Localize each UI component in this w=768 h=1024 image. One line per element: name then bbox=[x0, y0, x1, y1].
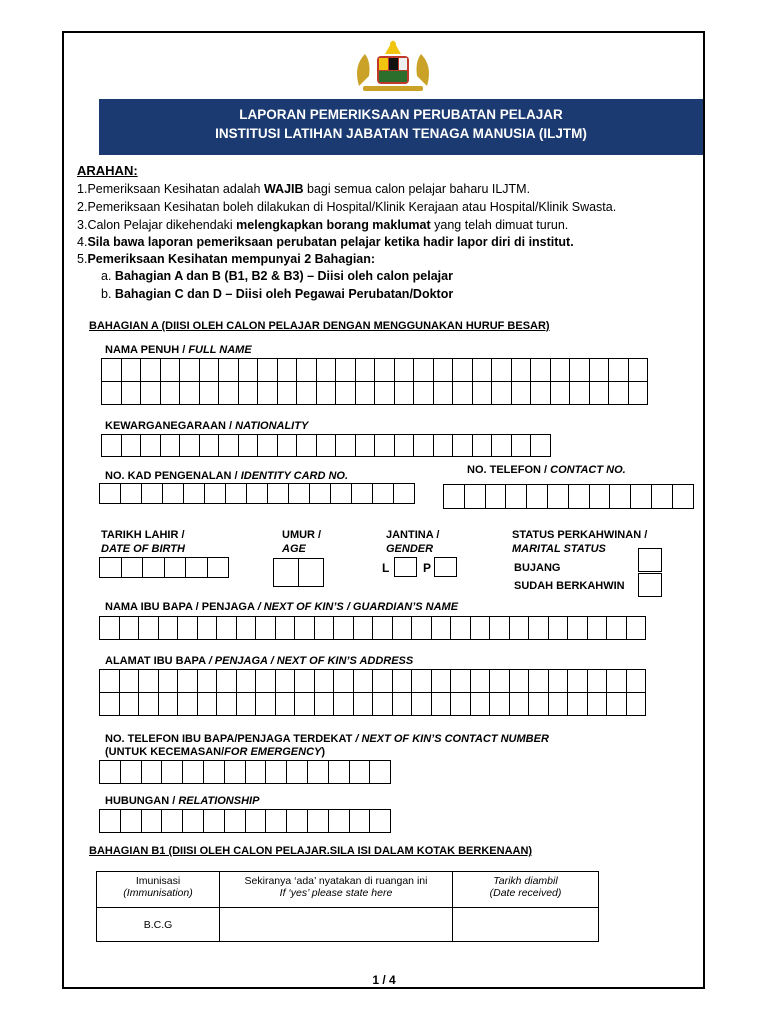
character-box[interactable] bbox=[315, 693, 335, 716]
dob-boxes[interactable] bbox=[99, 557, 229, 578]
age-boxes[interactable] bbox=[273, 558, 324, 587]
gender-label: JANTINA / bbox=[386, 529, 440, 541]
instruction-5a: a. Bahagian A dan B (B1, B2 & B3) – Diisi oleh calon pelajar bbox=[101, 269, 453, 283]
character-box[interactable] bbox=[121, 761, 142, 784]
married-checkbox[interactable] bbox=[638, 573, 662, 597]
nationality-boxes[interactable] bbox=[101, 434, 551, 457]
character-box[interactable] bbox=[393, 617, 413, 640]
character-box[interactable] bbox=[471, 670, 491, 693]
character-box[interactable] bbox=[336, 382, 356, 405]
character-box[interactable] bbox=[331, 484, 352, 504]
guardian-address-label: ALAMAT IBU BAPA / PENJAGA / NEXT OF KIN’S ADDRESS bbox=[105, 655, 414, 667]
character-box[interactable] bbox=[278, 435, 298, 457]
character-box[interactable] bbox=[180, 435, 200, 457]
character-box[interactable] bbox=[414, 435, 434, 457]
character-box[interactable] bbox=[453, 435, 473, 457]
immunisation-header: Imunisasi (Immunisation) bbox=[97, 872, 220, 908]
section-b1-title: BAHAGIAN B1 (DIISI OLEH CALON PELAJAR.SILA ISI DALAM KOTAK BERKENAAN) bbox=[89, 845, 533, 857]
character-box[interactable] bbox=[549, 617, 569, 640]
character-box[interactable] bbox=[165, 558, 187, 578]
character-box[interactable] bbox=[393, 693, 413, 716]
character-box[interactable] bbox=[394, 484, 415, 504]
character-box[interactable] bbox=[607, 670, 627, 693]
character-box[interactable] bbox=[490, 670, 510, 693]
character-box[interactable] bbox=[549, 670, 569, 693]
guardian-phone-label: NO. TELEFON IBU BAPA/PENJAGA TERDEKAT / NEXT OF KIN’S CONTACT NUMBER bbox=[105, 733, 549, 745]
character-box[interactable] bbox=[204, 761, 225, 784]
character-box[interactable] bbox=[607, 693, 627, 716]
character-box[interactable] bbox=[246, 761, 267, 784]
character-box[interactable] bbox=[354, 617, 374, 640]
character-box[interactable] bbox=[142, 484, 163, 504]
character-box[interactable] bbox=[570, 382, 590, 405]
character-box[interactable] bbox=[317, 382, 337, 405]
character-box[interactable] bbox=[356, 382, 376, 405]
character-box[interactable] bbox=[350, 761, 371, 784]
character-box[interactable] bbox=[239, 359, 259, 382]
bcg-details-cell[interactable] bbox=[220, 908, 453, 942]
character-box[interactable] bbox=[102, 382, 122, 405]
phone-label: NO. TELEFON / CONTACT NO. bbox=[467, 464, 626, 476]
character-box[interactable] bbox=[159, 693, 179, 716]
character-box[interactable] bbox=[141, 382, 161, 405]
character-box[interactable] bbox=[590, 359, 610, 382]
character-box[interactable] bbox=[139, 617, 159, 640]
character-box[interactable] bbox=[178, 617, 198, 640]
character-box[interactable] bbox=[588, 670, 608, 693]
character-box[interactable] bbox=[453, 382, 473, 405]
character-box[interactable] bbox=[100, 761, 121, 784]
age-label: UMUR / bbox=[282, 529, 322, 541]
character-box[interactable] bbox=[548, 485, 569, 509]
character-box[interactable] bbox=[373, 693, 393, 716]
character-box[interactable] bbox=[354, 693, 374, 716]
character-box[interactable] bbox=[100, 484, 121, 504]
character-box[interactable] bbox=[356, 435, 376, 457]
character-box[interactable] bbox=[102, 359, 122, 382]
character-box[interactable] bbox=[237, 693, 257, 716]
character-box[interactable] bbox=[139, 670, 159, 693]
details-header: Sekiranya ‘ada’ nyatakan di ruangan ini If ‘yes’ please state here bbox=[220, 872, 453, 908]
character-box[interactable] bbox=[393, 670, 413, 693]
character-box[interactable] bbox=[161, 435, 181, 457]
character-box[interactable] bbox=[473, 435, 493, 457]
character-box[interactable] bbox=[549, 693, 569, 716]
character-box[interactable] bbox=[122, 382, 142, 405]
character-box[interactable] bbox=[629, 382, 649, 405]
character-box[interactable] bbox=[183, 810, 204, 833]
character-box[interactable] bbox=[159, 617, 179, 640]
character-box[interactable] bbox=[217, 670, 237, 693]
character-box[interactable] bbox=[239, 435, 259, 457]
character-box[interactable] bbox=[100, 670, 120, 693]
character-box[interactable] bbox=[219, 359, 239, 382]
character-box[interactable] bbox=[183, 761, 204, 784]
character-box[interactable] bbox=[373, 484, 394, 504]
character-box[interactable] bbox=[412, 693, 432, 716]
character-box[interactable] bbox=[629, 359, 649, 382]
ic-number-boxes[interactable] bbox=[99, 483, 415, 504]
guardian-address-boxes[interactable] bbox=[99, 669, 646, 716]
character-box[interactable] bbox=[256, 617, 276, 640]
character-box[interactable] bbox=[652, 485, 673, 509]
character-box[interactable] bbox=[256, 693, 276, 716]
character-box[interactable] bbox=[551, 359, 571, 382]
character-box[interactable] bbox=[334, 617, 354, 640]
character-box[interactable] bbox=[492, 435, 512, 457]
character-box[interactable] bbox=[370, 761, 391, 784]
character-box[interactable] bbox=[163, 484, 184, 504]
character-box[interactable] bbox=[200, 435, 220, 457]
character-box[interactable] bbox=[434, 382, 454, 405]
gender-female-checkbox[interactable] bbox=[434, 557, 457, 577]
character-box[interactable] bbox=[225, 810, 246, 833]
character-box[interactable] bbox=[258, 359, 278, 382]
character-box[interactable] bbox=[329, 761, 350, 784]
character-box[interactable] bbox=[102, 435, 122, 457]
character-box[interactable] bbox=[568, 693, 588, 716]
guardian-phone-boxes[interactable] bbox=[99, 760, 391, 784]
character-box[interactable] bbox=[266, 810, 287, 833]
guardian-name-label: NAMA IBU BAPA / PENJAGA / NEXT OF KIN’S / GUARDIAN’S NAME bbox=[105, 601, 459, 613]
character-box[interactable] bbox=[510, 617, 530, 640]
character-box[interactable] bbox=[444, 485, 465, 509]
character-box[interactable] bbox=[100, 617, 120, 640]
character-box[interactable] bbox=[512, 435, 532, 457]
character-box[interactable] bbox=[395, 435, 415, 457]
character-box[interactable] bbox=[143, 558, 165, 578]
character-box[interactable] bbox=[373, 670, 393, 693]
character-box[interactable] bbox=[297, 382, 317, 405]
character-box[interactable] bbox=[239, 382, 259, 405]
character-box[interactable] bbox=[142, 761, 163, 784]
title-banner bbox=[99, 99, 703, 155]
form-title: LAPORAN PEMERIKSAAN PERUBATAN PELAJAR bbox=[239, 107, 563, 122]
character-box[interactable] bbox=[510, 693, 530, 716]
character-box[interactable] bbox=[295, 617, 315, 640]
coat-of-arms-logo bbox=[349, 36, 437, 94]
character-box[interactable] bbox=[219, 382, 239, 405]
character-box[interactable] bbox=[506, 485, 527, 509]
dob-label-en: DATE OF BIRTH bbox=[101, 543, 185, 555]
character-box[interactable] bbox=[100, 810, 121, 833]
date-received-header: Tarikh diambil (Date received) bbox=[453, 872, 599, 908]
character-box[interactable] bbox=[226, 484, 247, 504]
character-box[interactable] bbox=[225, 761, 246, 784]
marital-status-label: STATUS PERKAHWINAN / bbox=[512, 529, 648, 541]
character-box[interactable] bbox=[453, 359, 473, 382]
character-box[interactable] bbox=[373, 617, 393, 640]
character-box[interactable] bbox=[121, 484, 142, 504]
character-box[interactable] bbox=[159, 670, 179, 693]
character-box[interactable] bbox=[162, 761, 183, 784]
instruction-5b: b. Bahagian C dan D – Diisi oleh Pegawai Perubatan/Doktor bbox=[101, 287, 454, 301]
character-box[interactable] bbox=[432, 670, 452, 693]
character-box[interactable] bbox=[375, 359, 395, 382]
character-box[interactable] bbox=[527, 485, 548, 509]
phone-boxes[interactable] bbox=[443, 484, 694, 509]
character-box[interactable] bbox=[588, 693, 608, 716]
character-box[interactable] bbox=[432, 617, 452, 640]
character-box[interactable] bbox=[122, 435, 142, 457]
character-box[interactable] bbox=[329, 810, 350, 833]
character-box[interactable] bbox=[490, 693, 510, 716]
character-box[interactable] bbox=[310, 484, 331, 504]
character-box[interactable] bbox=[465, 485, 486, 509]
character-box[interactable] bbox=[237, 670, 257, 693]
character-box[interactable] bbox=[490, 617, 510, 640]
character-box[interactable] bbox=[247, 484, 268, 504]
character-box[interactable] bbox=[161, 359, 181, 382]
ic-number-label: NO. KAD PENGENALAN / IDENTITY CARD NO. bbox=[105, 470, 349, 482]
character-box[interactable] bbox=[568, 670, 588, 693]
character-box[interactable] bbox=[295, 693, 315, 716]
character-box[interactable] bbox=[178, 670, 198, 693]
character-box[interactable] bbox=[607, 617, 627, 640]
character-box[interactable] bbox=[266, 761, 287, 784]
character-box[interactable] bbox=[471, 617, 491, 640]
character-box[interactable] bbox=[217, 617, 237, 640]
character-box[interactable] bbox=[375, 382, 395, 405]
instruction-3: 3.Calon Pelajar dikehendaki melengkapkan borang maklumat yang telah dimuat turun. bbox=[77, 218, 569, 232]
character-box[interactable] bbox=[673, 485, 694, 509]
character-box[interactable] bbox=[414, 359, 434, 382]
married-label: SUDAH BERKAHWIN bbox=[514, 580, 625, 592]
form-subtitle: INSTITUSI LATIHAN JABATAN TENAGA MANUSIA (ILJTM) bbox=[215, 126, 587, 141]
character-box[interactable] bbox=[186, 558, 208, 578]
character-box[interactable] bbox=[627, 693, 647, 716]
character-box[interactable] bbox=[510, 670, 530, 693]
character-box[interactable] bbox=[180, 382, 200, 405]
character-box[interactable] bbox=[370, 810, 391, 833]
character-box[interactable] bbox=[434, 359, 454, 382]
character-box[interactable] bbox=[434, 435, 454, 457]
character-box[interactable] bbox=[336, 359, 356, 382]
instructions-heading: ARAHAN: bbox=[77, 163, 138, 178]
single-checkbox[interactable] bbox=[638, 548, 662, 572]
character-box[interactable] bbox=[287, 810, 308, 833]
character-box[interactable] bbox=[352, 484, 373, 504]
character-box[interactable] bbox=[512, 382, 532, 405]
character-box[interactable] bbox=[295, 670, 315, 693]
character-box[interactable] bbox=[531, 359, 551, 382]
character-box[interactable] bbox=[395, 382, 415, 405]
character-box[interactable] bbox=[529, 670, 549, 693]
character-box[interactable] bbox=[121, 810, 142, 833]
instruction-1: 1.Pemeriksaan Kesihatan adalah WAJIB bagi semua calon pelajar baharu ILJTM. bbox=[77, 182, 531, 196]
character-box[interactable] bbox=[297, 359, 317, 382]
character-box[interactable] bbox=[432, 693, 452, 716]
gender-female-label: P bbox=[423, 561, 432, 575]
character-box[interactable] bbox=[451, 693, 471, 716]
character-box[interactable] bbox=[471, 693, 491, 716]
character-box[interactable] bbox=[274, 559, 299, 587]
character-box[interactable] bbox=[258, 435, 278, 457]
character-box[interactable] bbox=[268, 484, 289, 504]
character-box[interactable] bbox=[531, 435, 551, 457]
dob-label: TARIKH LAHIR / bbox=[101, 529, 185, 541]
character-box[interactable] bbox=[512, 359, 532, 382]
character-box[interactable] bbox=[141, 435, 161, 457]
character-box[interactable] bbox=[375, 435, 395, 457]
character-box[interactable] bbox=[246, 810, 267, 833]
character-box[interactable] bbox=[317, 359, 337, 382]
character-box[interactable] bbox=[395, 359, 415, 382]
character-box[interactable] bbox=[627, 617, 647, 640]
character-box[interactable] bbox=[609, 359, 629, 382]
character-box[interactable] bbox=[120, 693, 140, 716]
character-box[interactable] bbox=[258, 382, 278, 405]
character-box[interactable] bbox=[412, 617, 432, 640]
character-box[interactable] bbox=[180, 359, 200, 382]
character-box[interactable] bbox=[590, 485, 611, 509]
character-box[interactable] bbox=[354, 670, 374, 693]
character-box[interactable] bbox=[492, 382, 512, 405]
age-label-en: AGE bbox=[282, 543, 306, 555]
character-box[interactable] bbox=[161, 382, 181, 405]
character-box[interactable] bbox=[200, 382, 220, 405]
character-box[interactable] bbox=[276, 693, 296, 716]
relationship-boxes[interactable] bbox=[99, 809, 391, 833]
character-box[interactable] bbox=[141, 359, 161, 382]
character-box[interactable] bbox=[451, 670, 471, 693]
character-box[interactable] bbox=[551, 382, 571, 405]
character-box[interactable] bbox=[276, 617, 296, 640]
full-name-label: NAMA PENUH / FULL NAME bbox=[105, 344, 252, 356]
full-name-boxes[interactable] bbox=[101, 358, 648, 405]
character-box[interactable] bbox=[529, 617, 549, 640]
character-box[interactable] bbox=[287, 761, 308, 784]
character-box[interactable] bbox=[299, 559, 324, 587]
character-box[interactable] bbox=[631, 485, 652, 509]
nationality-label: KEWARGANEGARAAN / NATIONALITY bbox=[105, 420, 309, 432]
character-box[interactable] bbox=[473, 359, 493, 382]
character-box[interactable] bbox=[204, 810, 225, 833]
character-box[interactable] bbox=[610, 485, 631, 509]
single-label: BUJANG bbox=[514, 562, 561, 574]
gender-male-label: L bbox=[382, 561, 390, 575]
guardian-phone-label-2: (UNTUK KECEMASAN/FOR EMERGENCY) bbox=[105, 746, 326, 758]
character-box[interactable] bbox=[100, 558, 122, 578]
character-box[interactable] bbox=[350, 810, 371, 833]
character-box[interactable] bbox=[486, 485, 507, 509]
character-box[interactable] bbox=[531, 382, 551, 405]
character-box[interactable] bbox=[256, 670, 276, 693]
character-box[interactable] bbox=[289, 484, 310, 504]
character-box[interactable] bbox=[334, 670, 354, 693]
character-box[interactable] bbox=[208, 558, 230, 578]
character-box[interactable] bbox=[609, 382, 629, 405]
character-box[interactable] bbox=[590, 382, 610, 405]
character-box[interactable] bbox=[278, 382, 298, 405]
character-box[interactable] bbox=[492, 359, 512, 382]
instruction-4: 4.Sila bawa laporan pemeriksaan perubatan pelajar ketika hadir lapor diri di institut. bbox=[77, 235, 574, 249]
section-a-title: BAHAGIAN A (DIISI OLEH CALON PELAJAR DENGAN MENGGUNAKAN HURUF BESAR) bbox=[89, 320, 550, 332]
character-box[interactable] bbox=[336, 435, 356, 457]
character-box[interactable] bbox=[356, 359, 376, 382]
character-box[interactable] bbox=[315, 617, 335, 640]
character-box[interactable] bbox=[120, 670, 140, 693]
character-box[interactable] bbox=[217, 693, 237, 716]
marital-status-label-en: MARITAL STATUS bbox=[512, 543, 606, 555]
instruction-5: 5.Pemeriksaan Kesihatan mempunyai 2 Bahagian: bbox=[77, 252, 376, 266]
character-box[interactable] bbox=[308, 810, 329, 833]
bcg-date-cell[interactable] bbox=[453, 908, 599, 942]
relationship-label: HUBUNGAN / RELATIONSHIP bbox=[105, 795, 260, 807]
character-box[interactable] bbox=[276, 670, 296, 693]
character-box[interactable] bbox=[334, 693, 354, 716]
bcg-label: B.C.G bbox=[97, 908, 220, 942]
table-row bbox=[97, 908, 599, 942]
page-number: 1 / 4 bbox=[372, 973, 396, 987]
character-box[interactable] bbox=[100, 693, 120, 716]
character-box[interactable] bbox=[569, 485, 590, 509]
character-box[interactable] bbox=[297, 435, 317, 457]
character-box[interactable] bbox=[122, 558, 144, 578]
character-box[interactable] bbox=[627, 670, 647, 693]
character-box[interactable] bbox=[529, 693, 549, 716]
character-box[interactable] bbox=[198, 617, 218, 640]
character-box[interactable] bbox=[200, 359, 220, 382]
character-box[interactable] bbox=[568, 617, 588, 640]
character-box[interactable] bbox=[162, 810, 183, 833]
character-box[interactable] bbox=[139, 693, 159, 716]
character-box[interactable] bbox=[451, 617, 471, 640]
guardian-name-boxes[interactable] bbox=[99, 616, 646, 640]
character-box[interactable] bbox=[588, 617, 608, 640]
character-box[interactable] bbox=[142, 810, 163, 833]
character-box[interactable] bbox=[120, 617, 140, 640]
immunisation-table bbox=[96, 871, 599, 942]
character-box[interactable] bbox=[122, 359, 142, 382]
character-box[interactable] bbox=[237, 617, 257, 640]
character-box[interactable] bbox=[198, 670, 218, 693]
character-box[interactable] bbox=[219, 435, 239, 457]
gender-male-checkbox[interactable] bbox=[394, 557, 417, 577]
character-box[interactable] bbox=[317, 435, 337, 457]
gender-label-en: GENDER bbox=[386, 543, 434, 555]
instruction-2: 2.Pemeriksaan Kesihatan boleh dilakukan di Hospital/Klinik Kerajaan atau Hospital/Klinik Swasta. bbox=[77, 200, 617, 214]
character-box[interactable] bbox=[205, 484, 226, 504]
character-box[interactable] bbox=[184, 484, 205, 504]
character-box[interactable] bbox=[473, 382, 493, 405]
character-box[interactable] bbox=[278, 359, 298, 382]
character-box[interactable] bbox=[414, 382, 434, 405]
character-box[interactable] bbox=[412, 670, 432, 693]
character-box[interactable] bbox=[315, 670, 335, 693]
character-box[interactable] bbox=[570, 359, 590, 382]
character-box[interactable] bbox=[308, 761, 329, 784]
character-box[interactable] bbox=[178, 693, 198, 716]
character-box[interactable] bbox=[198, 693, 218, 716]
